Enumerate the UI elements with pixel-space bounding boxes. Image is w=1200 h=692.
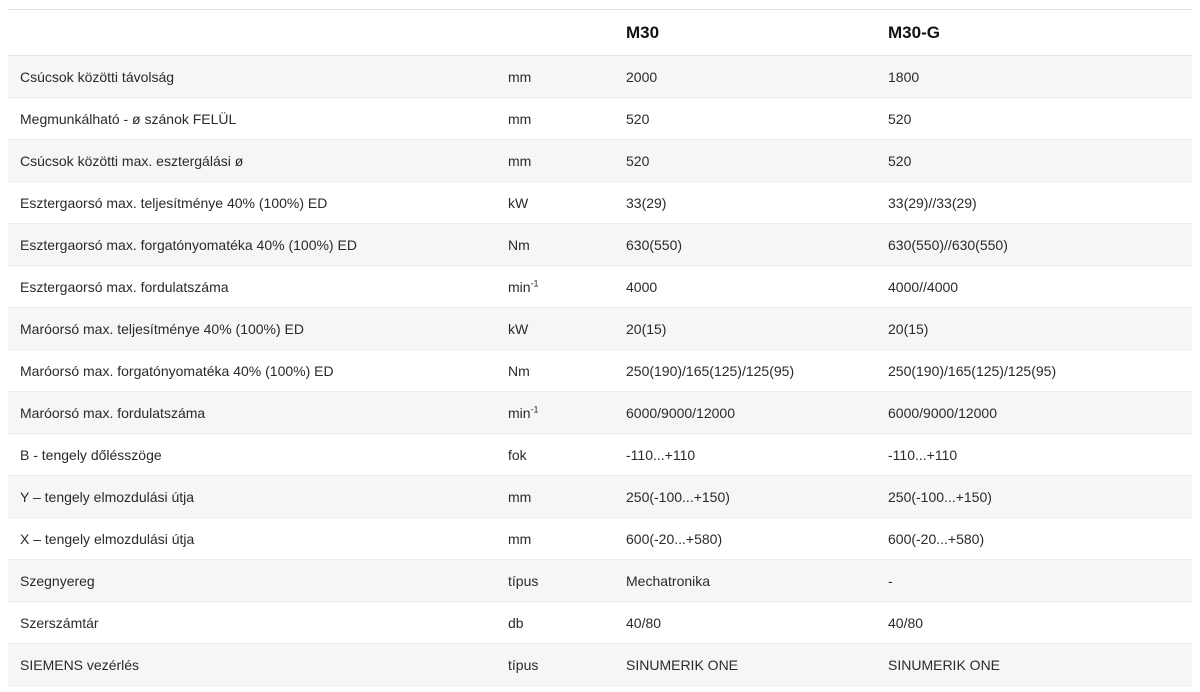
- table-row: [8, 518, 1192, 560]
- table-row: [8, 56, 1192, 98]
- spec-unit-text: mm: [508, 152, 532, 169]
- spec-name: Maróorsó max. fordulatszáma: [8, 392, 496, 434]
- spec-unit-text: mm: [508, 110, 532, 127]
- spec-name: Esztergaorsó max. teljesítménye 40% (100%) ED: [8, 182, 496, 224]
- spec-value-m30: 250(190)/165(125)/125(95): [614, 350, 876, 392]
- spec-value-m30g: 20(15): [876, 308, 1192, 350]
- spec-unit: [496, 350, 614, 392]
- spec-value-m30g: 600(-20...+580): [876, 518, 1192, 560]
- spec-value-m30: 2000: [614, 56, 876, 98]
- spec-value-m30: 630(550): [614, 224, 876, 266]
- spec-table: [8, 9, 1192, 686]
- spec-unit-text: mm: [508, 530, 532, 547]
- spec-value-m30: SINUMERIK ONE: [614, 644, 876, 686]
- spec-value-m30: -110...+110: [614, 434, 876, 476]
- spec-name: Megmunkálható - ø szánok FELÜL: [8, 98, 496, 140]
- header-row: [8, 10, 1192, 56]
- spec-value-m30: 600(-20...+580): [614, 518, 876, 560]
- spec-name: B - tengely dőlésszöge: [8, 434, 496, 476]
- spec-unit-text: típus: [508, 656, 539, 673]
- spec-unit-text: kW: [508, 194, 529, 211]
- table-row: [8, 434, 1192, 476]
- spec-unit: [496, 644, 614, 686]
- table-row: [8, 602, 1192, 644]
- spec-value-m30: 40/80: [614, 602, 876, 644]
- spec-unit: [496, 392, 614, 434]
- spec-table-body: [8, 56, 1192, 686]
- spec-value-m30g: 520: [876, 140, 1192, 182]
- spec-unit: [496, 182, 614, 224]
- spec-name: Szerszámtár: [8, 602, 496, 644]
- spec-unit-text: min: [508, 404, 531, 421]
- header-unit: [496, 10, 614, 56]
- spec-unit: [496, 56, 614, 98]
- spec-value-m30: 6000/9000/12000: [614, 392, 876, 434]
- spec-name: Y – tengely elmozdulási útja: [8, 476, 496, 518]
- spec-value-m30: Mechatronika: [614, 560, 876, 602]
- spec-unit-text: mm: [508, 68, 532, 85]
- spec-value-m30: 33(29): [614, 182, 876, 224]
- spec-unit-text: fok: [508, 446, 527, 463]
- spec-unit: [496, 308, 614, 350]
- spec-unit: [496, 98, 614, 140]
- table-row: [8, 560, 1192, 602]
- spec-value-m30g: 520: [876, 98, 1192, 140]
- spec-unit: [496, 560, 614, 602]
- spec-value-m30g: SINUMERIK ONE: [876, 644, 1192, 686]
- spec-value-m30g: -110...+110: [876, 434, 1192, 476]
- spec-name: Esztergaorsó max. forgatónyomatéka 40% (100%) ED: [8, 224, 496, 266]
- spec-value-m30g: 1800: [876, 56, 1192, 98]
- spec-value-m30g: 33(29)//33(29): [876, 182, 1192, 224]
- spec-value-m30g: 250(190)/165(125)/125(95): [876, 350, 1192, 392]
- spec-unit: [496, 140, 614, 182]
- spec-unit-text: mm: [508, 488, 532, 505]
- table-row: [8, 644, 1192, 686]
- spec-unit: [496, 266, 614, 308]
- spec-value-m30: 520: [614, 140, 876, 182]
- spec-unit-text: db: [508, 614, 524, 631]
- spec-value-m30: 20(15): [614, 308, 876, 350]
- spec-value-m30g: 4000//4000: [876, 266, 1192, 308]
- spec-name: Maróorsó max. teljesítménye 40% (100%) ED: [8, 308, 496, 350]
- spec-unit-text: kW: [508, 320, 529, 337]
- table-row: [8, 266, 1192, 308]
- spec-unit: [496, 434, 614, 476]
- spec-value-m30g: 6000/9000/12000: [876, 392, 1192, 434]
- table-row: [8, 140, 1192, 182]
- table-row: [8, 98, 1192, 140]
- spec-unit: [496, 518, 614, 560]
- spec-name: Szegnyereg: [8, 560, 496, 602]
- spec-value-m30g: 40/80: [876, 602, 1192, 644]
- header-m30: M30: [614, 10, 876, 56]
- spec-value-m30g: 630(550)//630(550): [876, 224, 1192, 266]
- spec-value-m30: 250(-100...+150): [614, 476, 876, 518]
- table-row: [8, 476, 1192, 518]
- spec-name: Csúcsok közötti max. esztergálási ø: [8, 140, 496, 182]
- table-row: [8, 308, 1192, 350]
- spec-unit-exponent: -1: [530, 403, 539, 414]
- spec-value-m30: 520: [614, 98, 876, 140]
- table-row: [8, 224, 1192, 266]
- spec-unit-exponent: -1: [530, 277, 539, 288]
- spec-unit: [496, 224, 614, 266]
- table-row: [8, 392, 1192, 434]
- spec-unit-text: Nm: [508, 236, 530, 253]
- spec-name: SIEMENS vezérlés: [8, 644, 496, 686]
- spec-unit: [496, 602, 614, 644]
- spec-value-m30g: -: [876, 560, 1192, 602]
- header-m30g: M30-G: [876, 10, 1192, 56]
- table-row: [8, 182, 1192, 224]
- spec-name: Esztergaorsó max. fordulatszáma: [8, 266, 496, 308]
- header-name: [8, 10, 496, 56]
- spec-name: X – tengely elmozdulási útja: [8, 518, 496, 560]
- spec-value-m30: 4000: [614, 266, 876, 308]
- spec-value-m30g: 250(-100...+150): [876, 476, 1192, 518]
- spec-name: Csúcsok közötti távolság: [8, 56, 496, 98]
- spec-unit-text: min: [508, 278, 531, 295]
- spec-unit: [496, 476, 614, 518]
- spec-unit-text: típus: [508, 572, 539, 589]
- spec-name: Maróorsó max. forgatónyomatéka 40% (100%) ED: [8, 350, 496, 392]
- table-row: [8, 350, 1192, 392]
- spec-unit-text: Nm: [508, 362, 530, 379]
